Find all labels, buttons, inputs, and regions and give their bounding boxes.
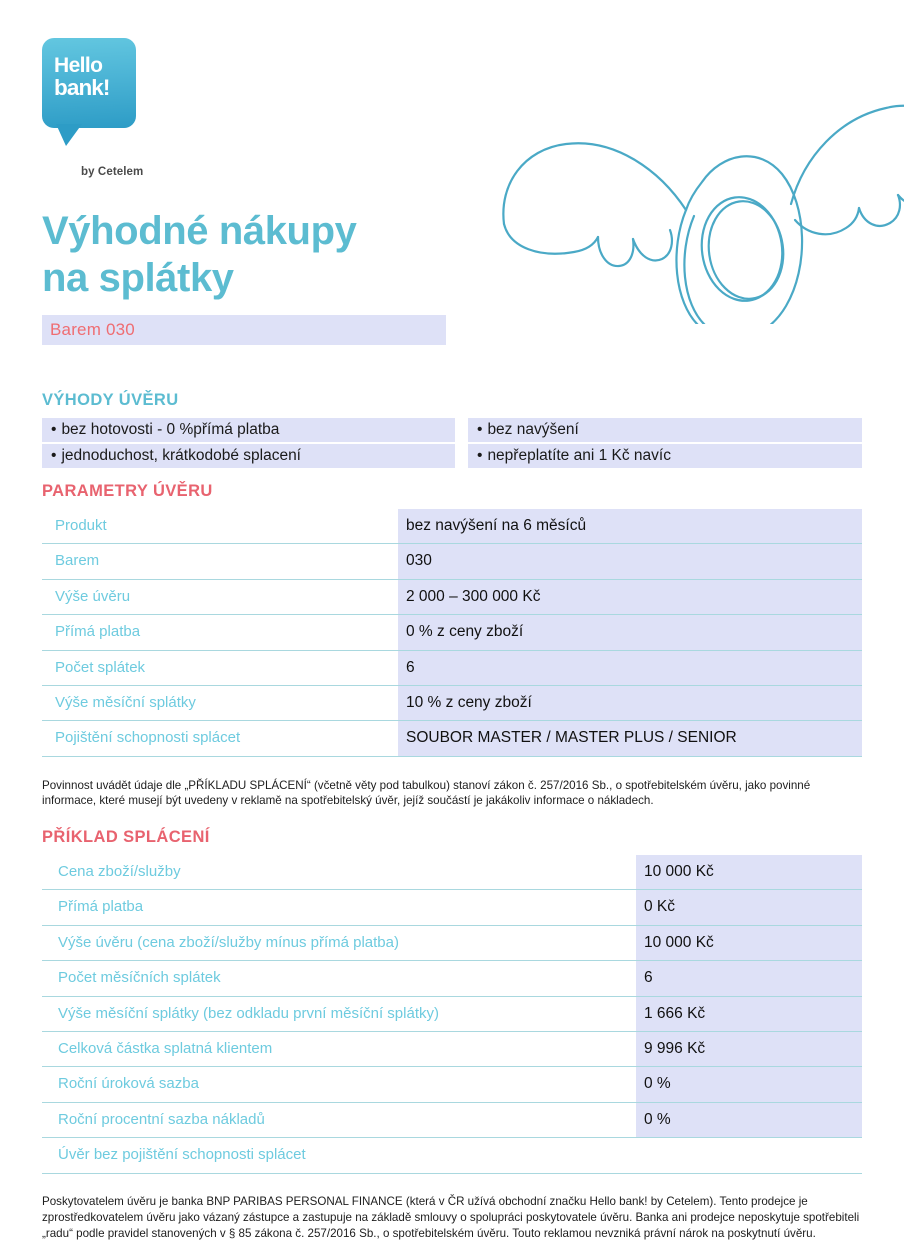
benefit-text: jednoduchost, krátkodobé splacení (61, 447, 301, 464)
table-row (42, 651, 862, 686)
page-title (42, 208, 356, 302)
row-value: 10 000 Kč (636, 855, 862, 889)
row-label: Počet měsíčních splátek (58, 969, 221, 987)
winged-zero-decoration (474, 34, 904, 324)
row-value: 1 666 Kč (636, 997, 862, 1031)
row-value: 10 000 Kč (636, 926, 862, 960)
table-row (42, 721, 862, 756)
table-row (42, 855, 862, 890)
logo-wordmark-line2: bank! (54, 74, 110, 100)
table-row (42, 509, 862, 544)
example-table (42, 855, 862, 1174)
row-label: Pojištění schopnosti splácet (55, 729, 241, 747)
row-value: SOUBOR MASTER / MASTER PLUS / SENIOR (398, 721, 862, 755)
table-row (42, 544, 862, 579)
row-value: bez navýšení na 6 měsíců (398, 509, 862, 543)
row-value: 2 000 – 300 000 Kč (398, 580, 862, 614)
row-label: Roční úroková sazba (58, 1075, 199, 1093)
row-label: Úvěr bez pojištění schopnosti splácet (58, 1146, 306, 1164)
table-row (42, 615, 862, 650)
row-value: 6 (398, 651, 862, 685)
example-heading: PŘÍKLAD SPLÁCENÍ (42, 828, 210, 846)
bullet-icon: • (477, 421, 483, 438)
bullet-icon: • (51, 421, 57, 438)
logo-wordmark-line1: Hello (54, 54, 103, 77)
row-value: 10 % z ceny zboží (398, 686, 862, 720)
barem-banner-label: Barem 030 (50, 320, 135, 339)
benefit-text: bez navýšení (487, 421, 579, 438)
benefit-item (468, 418, 862, 442)
row-value: 0 Kč (636, 890, 862, 924)
winged-zero-icon (474, 34, 904, 324)
row-label: Barem (55, 552, 100, 570)
row-value: 030 (398, 544, 862, 578)
row-value: 6 (636, 961, 862, 995)
row-value: 0 % z ceny zboží (398, 615, 862, 649)
row-value: 0 % (636, 1067, 862, 1101)
bullet-icon: • (477, 447, 483, 464)
benefits-heading: VÝHODY ÚVĚRU (42, 391, 179, 409)
table-row (42, 686, 862, 721)
benefit-text: bez hotovosti - 0 %přímá platba (61, 421, 280, 438)
row-label: Počet splátek (55, 658, 146, 676)
table-row (42, 1067, 862, 1102)
benefits-panel (42, 418, 862, 468)
table-row (42, 1103, 862, 1138)
benefit-item (42, 442, 455, 468)
row-label: Produkt (55, 517, 107, 534)
benefit-item (42, 418, 455, 442)
benefit-item (468, 442, 862, 468)
row-label: Výše měsíční splátky (55, 693, 196, 711)
row-label: Přímá platba (58, 898, 144, 916)
row-label: Celková částka splatná klientem (58, 1039, 273, 1057)
benefit-text: nepřeplatíte ani 1 Kč navíc (487, 447, 671, 464)
legal-note-bottom: Poskytovatelem úvěru je banka BNP PARIBAS PERSONAL FINANCE (která v ČR užívá obchodní značku Hello bank! by Cetelem). Tento prodejce je zprostředkovatelem úvěru jako vázaný zástupce a zastupuje na základě smlouvy o spolupráci poskytovatele úvěru. Banka ani prodejce neposkytuje spotřebiteli „radu“ podle pravidel stanovených v § 85 zákona č. 257/2016 Sb., o spotřebitelském úvěru. Touto reklamou nevzniká právní nárok na poskytnutí úvěru. (42, 1194, 860, 1240)
row-label: Přímá platba (55, 623, 141, 641)
row-label: Výše úvěru (55, 587, 131, 605)
page-title-line2: na splátky (42, 255, 234, 300)
table-row (42, 961, 862, 996)
table-row (42, 926, 862, 961)
table-row (42, 580, 862, 615)
table-row (42, 997, 862, 1032)
logo-tagline: by Cetelem (81, 166, 144, 178)
logo-wordmark (54, 56, 126, 99)
page-title-line1: Výhodné nákupy (42, 208, 357, 253)
brand-logo (42, 38, 162, 178)
row-label: Výše měsíční splátky (bez odkladu první měsíční splátky) (58, 1004, 439, 1022)
row-label: Roční procentní sazba nákladů (58, 1110, 265, 1128)
parameters-table (42, 509, 862, 757)
row-value: 0 % (636, 1103, 862, 1137)
row-label: Cena zboží/služby (58, 863, 181, 880)
barem-banner (42, 315, 446, 345)
table-row (42, 1138, 862, 1173)
parameters-heading: PARAMETRY ÚVĚRU (42, 482, 213, 500)
benefits-column-left (42, 418, 455, 468)
bullet-icon: • (51, 447, 57, 464)
benefits-column-right (468, 418, 862, 468)
logo-bubble-tail (56, 124, 82, 146)
row-value: 9 996 Kč (636, 1032, 862, 1066)
row-label: Výše úvěru (cena zboží/služby mínus přímá platba) (58, 933, 399, 951)
table-row (42, 1032, 862, 1067)
legal-note-top: Povinnost uvádět údaje dle „PŘÍKLADU SPLÁCENÍ“ (včetně věty pod tabulkou) stanoví zákon č. 257/2016 Sb., o spotřebitelském úvěru, jako povinné informace, které musejí být uvedeny v reklamě na spotřebitelský úvěr, jejíž součástí je jakákoliv informace o nákladech. (42, 778, 811, 807)
table-row (42, 890, 862, 925)
